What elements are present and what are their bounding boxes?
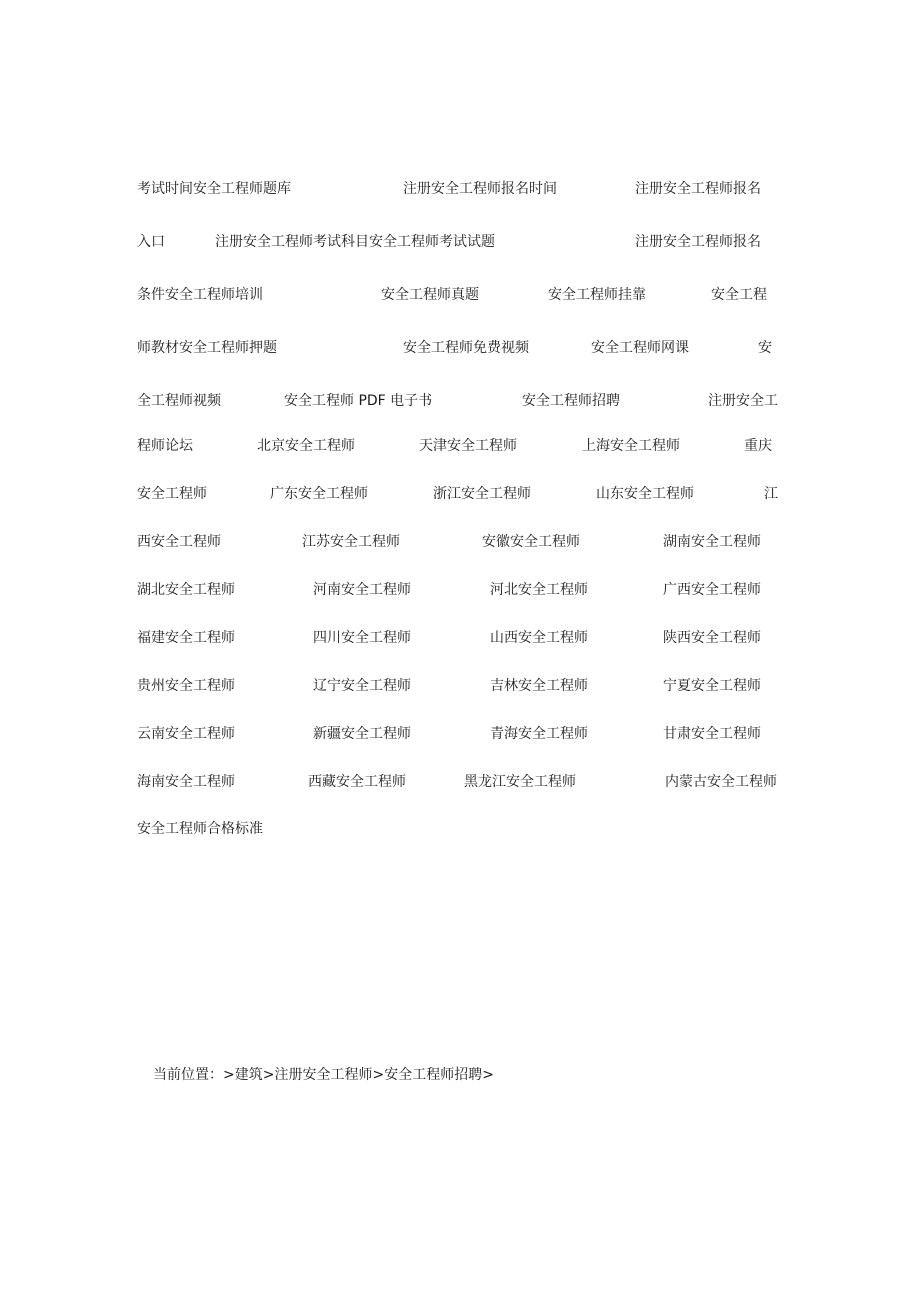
link-gansu[interactable]: 甘肃安全工程师 bbox=[663, 726, 761, 742]
link-free-videos[interactable]: 安全工程师免费视频 bbox=[403, 340, 529, 356]
link-hebei[interactable]: 河北安全工程师 bbox=[490, 582, 588, 598]
link-chongqing-part1[interactable]: 重庆 bbox=[744, 438, 772, 454]
link-sichuan[interactable]: 四川安全工程师 bbox=[313, 630, 411, 646]
link-videos-part1[interactable]: 安 bbox=[758, 340, 772, 356]
link-zhejiang[interactable]: 浙江安全工程师 bbox=[433, 486, 531, 502]
link-jiangsu[interactable]: 江苏安全工程师 bbox=[302, 534, 400, 550]
link-inner-mongolia[interactable]: 内蒙古安全工程师 bbox=[665, 774, 777, 790]
link-fujian[interactable]: 福建安全工程师 bbox=[137, 630, 235, 646]
link-textbook-predicted-questions[interactable]: 师教材安全工程师押题 bbox=[137, 340, 277, 356]
link-textbook-part1[interactable]: 安全工程 bbox=[711, 287, 767, 303]
link-chongqing-part2[interactable]: 安全工程师 bbox=[137, 486, 207, 502]
link-registration-time[interactable]: 注册安全工程师报名时间 bbox=[403, 181, 557, 197]
link-real-questions[interactable]: 安全工程师真题 bbox=[381, 287, 479, 303]
link-exam-subjects-questions[interactable]: 注册安全工程师考试科目安全工程师考试试题 bbox=[215, 234, 495, 250]
link-qinghai[interactable]: 青海安全工程师 bbox=[490, 726, 588, 742]
link-guizhou[interactable]: 贵州安全工程师 bbox=[137, 678, 235, 694]
link-tibet[interactable]: 西藏安全工程师 bbox=[308, 774, 406, 790]
link-tianjin[interactable]: 天津安全工程师 bbox=[419, 438, 517, 454]
link-ningxia[interactable]: 宁夏安全工程师 bbox=[663, 678, 761, 694]
link-guangxi[interactable]: 广西安全工程师 bbox=[663, 582, 761, 598]
link-hainan[interactable]: 海南安全工程师 bbox=[137, 774, 235, 790]
link-xinjiang[interactable]: 新疆安全工程师 bbox=[313, 726, 411, 742]
link-heilongjiang[interactable]: 黑龙江安全工程师 bbox=[464, 774, 576, 790]
link-recruitment[interactable]: 安全工程师招聘 bbox=[522, 393, 620, 409]
link-certificate-affiliation[interactable]: 安全工程师挂靠 bbox=[548, 287, 646, 303]
breadcrumb: 当前位置：>建筑>注册安全工程师>安全工程师招聘> bbox=[153, 1067, 494, 1083]
link-registration-conditions-part1[interactable]: 注册安全工程师报名 bbox=[635, 234, 761, 250]
link-henan[interactable]: 河南安全工程师 bbox=[313, 582, 411, 598]
link-videos-part2[interactable]: 全工程师视频 bbox=[137, 393, 221, 409]
link-shandong[interactable]: 山东安全工程师 bbox=[596, 486, 694, 502]
link-online-course[interactable]: 安全工程师网课 bbox=[591, 340, 689, 356]
link-forum-part1[interactable]: 注册安全工 bbox=[708, 393, 778, 409]
link-yunnan[interactable]: 云南安全工程师 bbox=[137, 726, 235, 742]
link-shanxi[interactable]: 山西安全工程师 bbox=[490, 630, 588, 646]
link-conditions-training[interactable]: 条件安全工程师培训 bbox=[137, 287, 263, 303]
link-pdf-ebook[interactable]: 安全工程师 PDF 电子书 bbox=[284, 393, 433, 409]
link-jiangxi-part2[interactable]: 西安全工程师 bbox=[137, 534, 221, 550]
link-hunan[interactable]: 湖南安全工程师 bbox=[663, 534, 761, 550]
link-jiangxi-part1[interactable]: 江 bbox=[764, 486, 778, 502]
link-passing-standard[interactable]: 安全工程师合格标准 bbox=[137, 821, 263, 837]
link-shanghai[interactable]: 上海安全工程师 bbox=[582, 438, 680, 454]
link-exam-time-question-bank[interactable]: 考试时间安全工程师题库 bbox=[137, 181, 291, 197]
link-registration-entry-part1[interactable]: 注册安全工程师报名 bbox=[635, 181, 761, 197]
link-guangdong[interactable]: 广东安全工程师 bbox=[270, 486, 368, 502]
link-forum-part2[interactable]: 程师论坛 bbox=[137, 438, 193, 454]
link-beijing[interactable]: 北京安全工程师 bbox=[257, 438, 355, 454]
link-registration-entry-part2[interactable]: 入口 bbox=[137, 234, 165, 250]
link-anhui[interactable]: 安徽安全工程师 bbox=[482, 534, 580, 550]
link-shaanxi[interactable]: 陕西安全工程师 bbox=[663, 630, 761, 646]
link-liaoning[interactable]: 辽宁安全工程师 bbox=[313, 678, 411, 694]
link-hubei[interactable]: 湖北安全工程师 bbox=[137, 582, 235, 598]
link-jilin[interactable]: 吉林安全工程师 bbox=[490, 678, 588, 694]
